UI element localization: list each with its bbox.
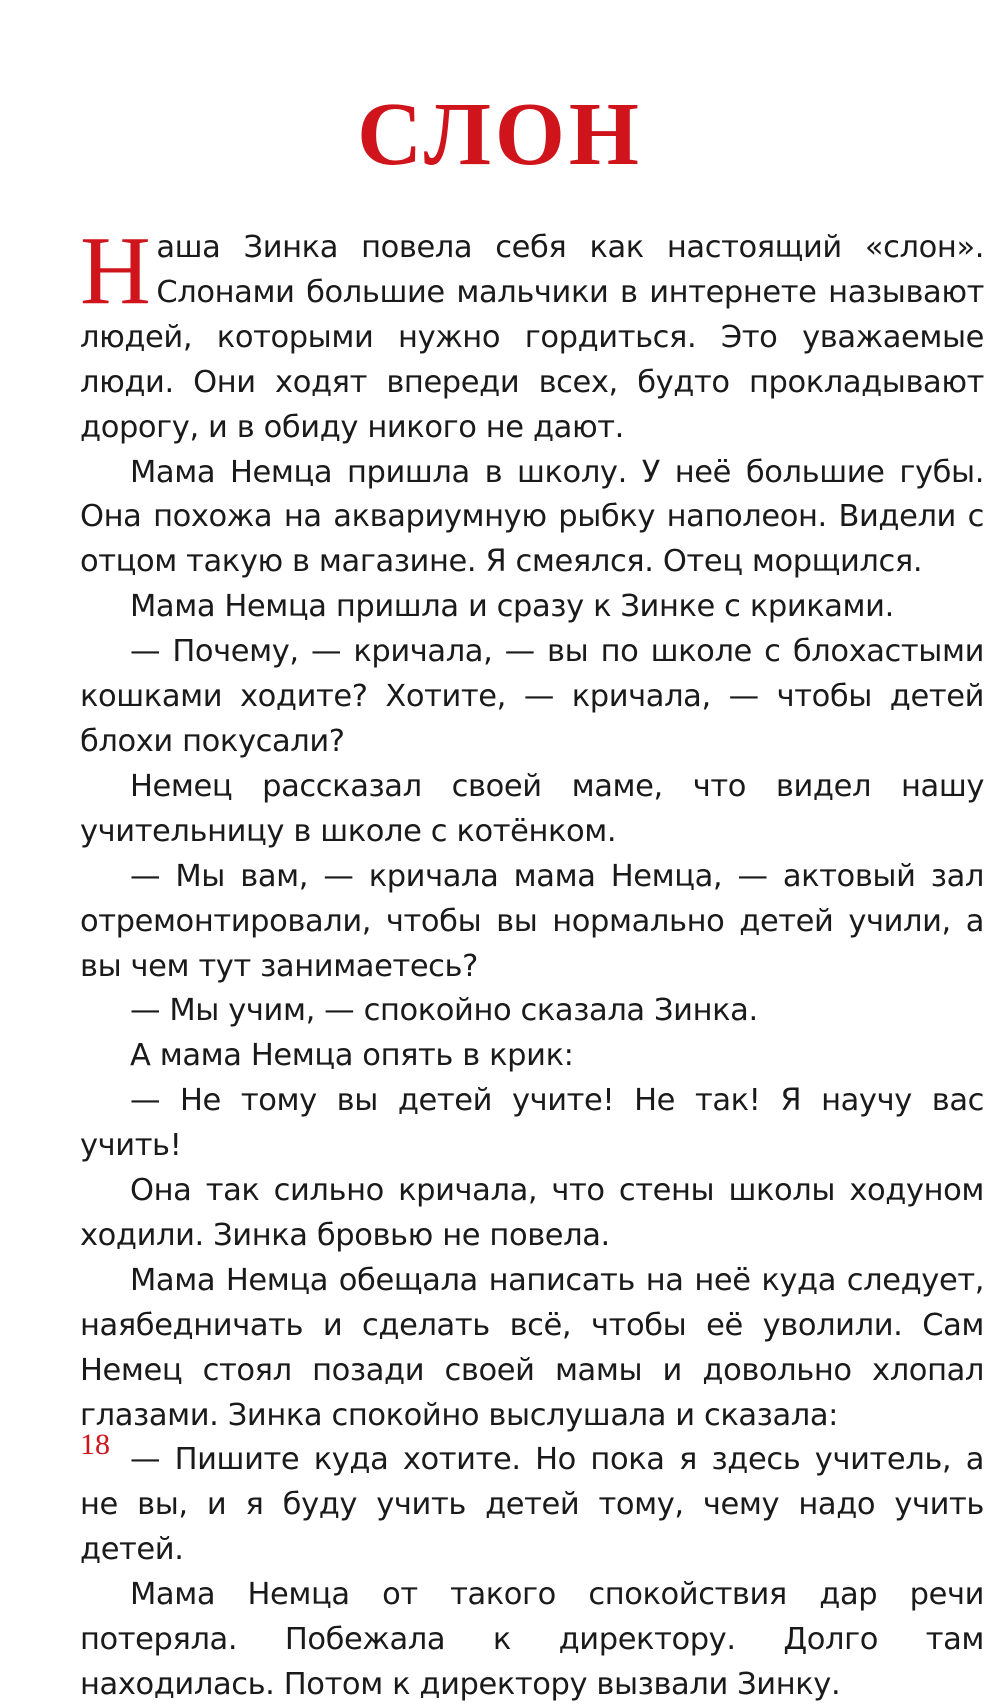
paragraph: — Пишите куда хотите. Но пока я здесь учитель, а не вы, и я буду учить детей тому, чему надо учить детей. [80,1442,984,1568]
paragraph: Мама Немца пришла в школу. У неё большие губы. Она похожа на аквариумную рыбку наполеон. Видели с отцом такую в магазине. Я смеялся. Отец морщился. [80,454,984,580]
paragraph: А мама Немца опять в крик: [130,1038,574,1074]
page-number: 18 [80,1428,110,1461]
paragraph: — Не тому вы детей учите! Не так! Я научу вас учить! [80,1083,984,1164]
body-text [80,217,984,1708]
paragraph-text: аша Зинка повела себя как настоящий «слон». Слонами большие мальчики в интернете называют людей, которыми нужно гордиться. Это уважаемые люди. Они ходят впереди всех, будто прокладывают дорогу, и в обиду никого не дают. [80,230,984,445]
paragraph: Немец рассказал своей маме, что видел нашу учительницу в школе с котёнком. [80,768,984,849]
paragraph: Мама Немца пришла и сразу к Зинке с криками. [130,589,894,625]
paragraph: Мама Немца обещала написать на неё куда следует, наябедничать и сделать всё, чтобы её уволили. Сам Немец стоял позади своей мамы и довольно хлопал глазами. Зинка спокойно выслушала и сказала: [80,1262,984,1433]
paragraph: Она так сильно кричала, что стены школы ходуном ходили. Зинка бровью не повела. [80,1173,984,1253]
drop-cap: Н [80,217,151,325]
paragraph [80,217,984,451]
paragraph: — Мы учим, — спокойно сказала Зинка. [130,993,758,1029]
paragraph: — Почему, — кричала, — вы по школе с блохастыми кошками ходите? Хотите, — кричала, — чтобы детей блохи покусали? [80,634,984,759]
paragraph: Мама Немца от такого спокойствия дар речи потеряла. Побежала к директору. Долго там находилась. Потом к директору вызвали Зинку. [80,1577,984,1702]
paragraph: — Мы вам, — кричала мама Немца, — актовый зал отремонтировали, чтобы вы нормально детей учили, а вы чем тут занимаетесь? [80,858,984,984]
chapter-title: СЛОН [357,85,643,185]
